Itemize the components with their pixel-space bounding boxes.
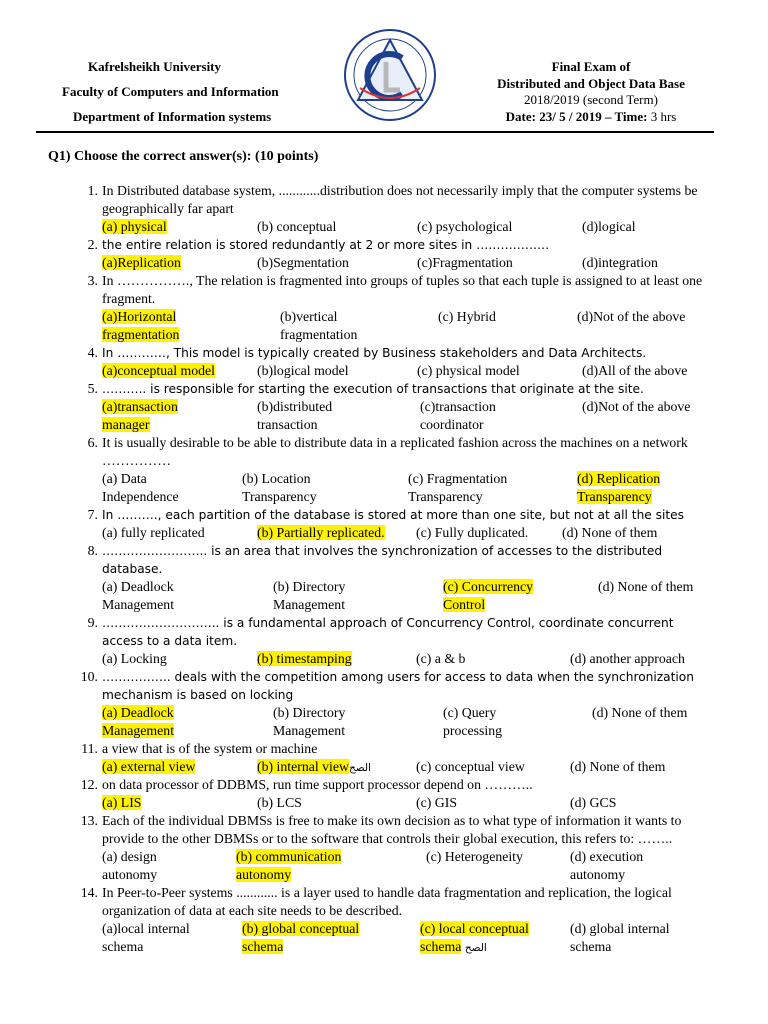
faculty-name: Faculty of Computers and Information: [62, 84, 279, 99]
option-c: (c) a & b: [416, 651, 466, 666]
option-a: (a) Locking: [102, 651, 167, 666]
option-c: (c) physical model: [417, 363, 520, 378]
course-name: Distributed and Object Data Base: [497, 76, 685, 91]
option-d: (d)All of the above: [582, 363, 688, 378]
option-b: (b) global conceptual schema: [242, 921, 360, 954]
question-9: 9. ……………………….. is a fundamental approach of Concurrency Control, coordinate concurrent access to a data item. (a) Locking (b) timestamping (c) a & b (d) another approach: [102, 614, 710, 668]
option-b: (b) Location Transparency: [242, 471, 317, 504]
option-a: (a) LIS: [102, 795, 142, 810]
question-10: 10. …………….. deals with the competition among users for access to data when the synchronization mechanism is based on locking (a) Deadlock Management (b) Directory Management (c) Query processing (d) None of them: [102, 668, 710, 740]
option-a: (a)Replication: [102, 255, 181, 270]
arabic-correct-mark: الصح: [464, 942, 487, 954]
arabic-correct-mark: الصح: [348, 762, 371, 774]
question-stem: on data processor of DDBMS, run time support processor depend on ………..: [102, 777, 533, 792]
option-b: (b) timestamping: [257, 651, 352, 666]
option-b: (b)logical model: [257, 363, 349, 378]
option-b: (b)vertical fragmentation: [280, 309, 358, 342]
option-b: (b) Directory Management: [273, 705, 346, 738]
university-name: Kafrelsheikh University: [88, 59, 222, 74]
option-d: (d) global internal schema: [570, 921, 670, 954]
option-d: (d)integration: [582, 255, 658, 270]
question-stem: In ……………., The relation is fragmented into groups of tuples so that each tuple is assigned to at least one fragment.: [102, 273, 703, 306]
question-stem: In …………, This model is typically created by Business stakeholders and Data Architects.: [102, 346, 647, 360]
option-a: (a) physical: [102, 219, 167, 234]
option-a: (a) fully replicated: [102, 525, 205, 540]
question-stem: In Distributed database system, ............distribution does not necessarily imply that the computer systems be geographically far apart: [102, 183, 698, 216]
question-8: 8. …………………….. is an area that involves the synchronization of accesses to the distributed database. (a) Deadlock Management (b) Directory Management (c) Concurrency Control (d) None of them: [102, 542, 710, 614]
question-3: 3. In ……………., The relation is fragmented into groups of tuples so that each tuple is assigned to at least one fragment. (a)Horizontal fragmentation (b)vertical fragmentation (c) Hybrid (d)Not of the above: [102, 272, 710, 344]
header-divider: [36, 131, 714, 133]
question-12: 12. on data processor of DDBMS, run time support processor depend on ……….. (a) LIS (b) LCS (c) GIS (d) GCS: [102, 776, 710, 812]
university-logo: [340, 28, 440, 123]
option-d: (d) Replication Transparency: [577, 471, 661, 504]
option-d: (d)logical: [582, 219, 636, 234]
question-2: 2. the entire relation is stored redundantly at 2 or more sites in ……………… (a)Replication (b)Segmentation (c)Fragmentation (d)integration: [102, 236, 710, 272]
exam-term: 2018/2019 (second Term): [524, 92, 658, 107]
option-a: (a) Deadlock Management: [102, 579, 175, 612]
question-5: 5. ……….. is responsible for starting the execution of transactions that originate at the site. (a)transaction manager (b)distributed transaction (c)transaction coordinator (d)Not of the above: [102, 380, 710, 434]
option-d: (d) GCS: [570, 795, 617, 810]
option-c: (c) Heterogeneity: [426, 849, 523, 864]
option-d: (d)Not of the above: [582, 399, 691, 414]
option-c: (c) Fragmentation Transparency: [408, 471, 508, 504]
option-b: (b) Partially replicated.: [257, 525, 385, 540]
option-d: (d) None of them: [598, 579, 694, 594]
option-b: (b)distributed transaction: [257, 399, 333, 432]
option-a: (a)transaction manager: [102, 399, 178, 432]
department-name: Department of Information systems: [73, 109, 272, 124]
option-d: (d) None of them: [562, 525, 658, 540]
option-b: (b) internal view: [257, 759, 349, 774]
option-a: (a) external view: [102, 759, 196, 774]
exam-title: Final Exam of: [551, 59, 631, 74]
option-b: (b) LCS: [257, 795, 302, 810]
question-stem: a view that is of the system or machine: [102, 741, 318, 756]
question-stem: Each of the individual DBMSs is free to make its own decision as to what type of information it wants to provide to the other DBMSs or to the software that controls their global execution, this refers to: ……..: [102, 813, 682, 846]
option-b: (b)Segmentation: [257, 255, 349, 270]
option-d: (d) another approach: [570, 651, 685, 666]
question-1: 1. In Distributed database system, ............distribution does not necessarily imply that the computer systems be geographically far apart (a) physical (b) conceptual (c) psychological (d)logical: [102, 182, 710, 236]
option-c: (c) Hybrid: [438, 309, 496, 324]
question-6: 6. It is usually desirable to be able to distribute data in a replicated fashion across the machines on a network …………… (a) Data Independence (b) Location Transparency (c) Fragmentation Transparency (d) Replication Transparency: [102, 434, 710, 506]
option-d: (d) execution autonomy: [570, 849, 644, 882]
option-c: (c)Fragmentation: [417, 255, 513, 270]
option-d: (d) None of them: [570, 759, 666, 774]
question-stem: …………….. deals with the competition among users for access to data when the synchronization mechanism is based on locking: [102, 670, 694, 702]
option-c: (c) Fully duplicated.: [416, 525, 529, 540]
question-stem: the entire relation is stored redundantly at 2 or more sites in ………………: [102, 238, 550, 252]
question-14: 14. In Peer-to-Peer systems ............ is a layer used to handle data fragmentation and replication, the logical organization of data at each site needs to be described. (a)local internal schema (b) global conceptual schema (c) local conceptual schema الصح (d) global internal schema: [102, 884, 710, 956]
question-stem: In Peer-to-Peer systems ............ is a layer used to handle data fragmentation and replication, the logical organization of data at each site needs to be described.: [102, 885, 672, 918]
option-a: (a) design autonomy: [102, 849, 158, 882]
question-stem: ……………………….. is a fundamental approach of Concurrency Control, coordinate concurrent access to a data item.: [102, 616, 674, 648]
option-c: (c) conceptual view: [416, 759, 525, 774]
option-d: (d) None of them: [592, 705, 688, 720]
question-list: [0, 182, 768, 956]
option-c: (c) Concurrency Control: [443, 579, 534, 612]
question-13: 13. Each of the individual DBMSs is free to make its own decision as to what type of information it wants to provide to the other DBMSs or to the software that controls their global execution, this refers to: …….. (a) design autonomy (b) communication autonomy (c) Heterogeneity (d) execution autonomy: [102, 812, 710, 884]
option-a: (a)conceptual model: [102, 363, 216, 378]
exam-date-time: Date: 23/ 5 / 2019 – Time: 3 hrs: [505, 109, 677, 124]
option-c: (c) Query processing: [443, 705, 503, 738]
exam-header: [0, 0, 768, 140]
option-b: (b) conceptual: [257, 219, 337, 234]
option-c: (c)transaction coordinator: [420, 399, 496, 432]
option-a: (a)Horizontal fragmentation: [102, 309, 180, 342]
option-c: (c) local conceptual schema: [420, 921, 529, 954]
option-b: (b) Directory Management: [273, 579, 346, 612]
question-11: 11. a view that is of the system or machine (a) external view (b) internal viewالصح (c) conceptual view (d) None of them: [102, 740, 710, 776]
question-stem: It is usually desirable to be able to distribute data in a replicated fashion across the machines on a network ……………: [102, 435, 688, 468]
option-b: (b) communication autonomy: [236, 849, 342, 882]
section-title: Q1) Choose the correct answer(s): (10 points): [48, 149, 319, 164]
option-d: (d)Not of the above: [577, 309, 686, 324]
question-stem: ……….. is responsible for starting the execution of transactions that originate at the site.: [102, 382, 644, 396]
option-c: (c) psychological: [417, 219, 513, 234]
question-7: 7. In ………., each partition of the database is stored at more than one site, but not at all the sites (a) fully replicated (b) Partially replicated. (c) Fully duplicated. (d) None of them: [102, 506, 710, 542]
option-a: (a) Data Independence: [102, 471, 179, 504]
question-stem: In ………., each partition of the database is stored at more than one site, but not at all the sites: [102, 508, 685, 522]
question-4: 4. In …………, This model is typically created by Business stakeholders and Data Architects. (a)conceptual model (b)logical model (c) physical model (d)All of the above: [102, 344, 710, 380]
option-a: (a) Deadlock Management: [102, 705, 175, 738]
option-c: (c) GIS: [416, 795, 457, 810]
option-a: (a)local internal schema: [102, 921, 190, 954]
question-stem: …………………….. is an area that involves the synchronization of accesses to the distributed database.: [102, 544, 663, 576]
